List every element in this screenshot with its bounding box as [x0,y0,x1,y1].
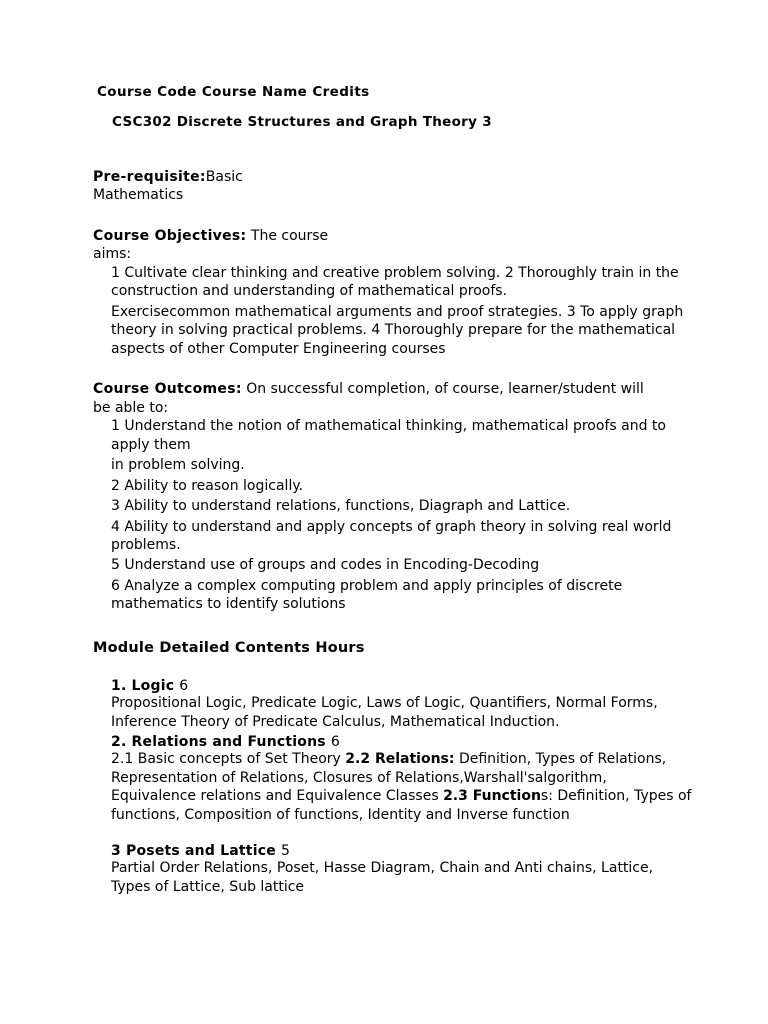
course-outcomes-lead2: be able to: [93,399,169,416]
module-body-part: s: Definition, Types of functions, Composition of functions, Identity and Inverse function [111,788,692,824]
module-number: 1. [111,677,127,694]
modules-table-heading: Module Detailed Contents Hours [93,639,365,656]
course-objectives-lead: The course [246,227,329,244]
module-body-part: 2.2 Relations: [345,750,455,767]
outcome-line: in problem solving. [111,457,245,474]
module-body-part: Propositional Logic, Predicate Logic, Laws of Logic, Quantifiers, Normal Forms, Inference Theory of Predicate Calculus, Mathematical Induction. [111,694,658,730]
document-content [93,84,693,899]
module-heading [111,734,693,750]
course-objectives-lines [111,264,693,358]
module-body [111,750,693,826]
course-objectives-block [93,227,693,358]
module-hours: 6 [330,733,340,750]
outcome-line: 4 Ability to understand and apply concepts of graph theory in solving real world problems. [111,518,672,553]
prerequisite-block [93,168,693,205]
module-body [111,859,693,897]
outcome-line: 3 Ability to understand relations, functions, Diagraph and Lattice. [111,498,571,515]
module-title: Logic [131,677,175,694]
module-title: Posets and Lattice [126,843,276,860]
prerequisite-value-line2: Mathematics [93,187,184,204]
outcome-line: 2 Ability to reason logically. [111,477,304,494]
module-entry [93,843,693,897]
module-entry [93,678,693,732]
module-body-part: Definition, Types of Relations, Representation of Relations, Closures of Relations,Warshall'salgorithm, Equivalence relations and Equivalence Classes [111,750,667,805]
course-outcomes-lines [111,417,693,614]
module-body-part: 2.1 Basic concepts of Set Theory [111,750,346,767]
prerequisite-value: Basic [205,169,243,185]
module-hours: 5 [280,843,291,860]
course-code-row: CSC302 Discrete Structures and Graph Theory 3 [112,114,492,130]
module-body-part: Partial Order Relations, Poset, Hasse Diagram, Chain and Anti chains, Lattice, Types of Lattice, Sub lattice [111,860,654,896]
module-body-part: 2.3 Function [443,788,541,805]
outcome-line: 1 Understand the notion of mathematical thinking, mathematical proofs and to apply them [111,418,666,453]
course-objectives-lead2: aims: [93,246,132,263]
table-header-title: Course Code Course Name Credits [97,84,370,100]
module-body [111,694,693,732]
module-hours: 6 [179,677,189,694]
course-objectives-label: Course Objectives: [93,227,247,244]
module-title: Relations and Functions [131,733,326,750]
course-outcomes-lead: On successful completion, of course, learner/student will [241,381,644,398]
module-entry [93,734,693,826]
outcome-line: 5 Understand use of groups and codes in Encoding-Decoding [111,557,540,574]
module-heading [111,678,693,694]
objective-line: 1 Cultivate clear thinking and creative problem solving. 2 Thoroughly train in the construction and understanding of mathematical proofs. [111,264,679,300]
course-outcomes-label: Course Outcomes: [93,381,242,398]
module-number: 3 [111,843,121,860]
outcome-line: 6 Analyze a complex computing problem and apply principles of discrete mathematics to identify solutions [111,577,623,613]
module-number: 2. [111,733,127,750]
modules-list [93,678,693,897]
module-heading [111,843,693,859]
objective-line: Exercisecommon mathematical arguments and proof strategies. 3 To apply graph theory in solving practical problems. 4 Thoroughly prepare for the mathematical aspects of other Computer Engineering courses [111,303,684,357]
prerequisite-label: Pre-requisite: [93,169,206,185]
course-outcomes-block [93,380,693,614]
